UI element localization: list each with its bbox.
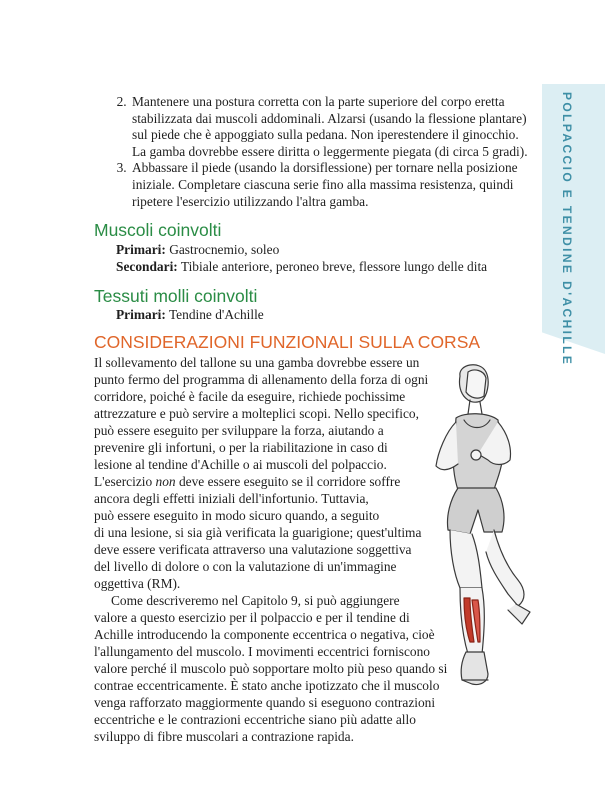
paragraph-line: oggettiva (RM).: [94, 576, 181, 591]
paragraph-line: può essere eseguito per sviluppare la forza, aiutando a: [94, 423, 384, 438]
paragraph-line: valore a questo esercizio per il polpaccio e per il tendine di: [94, 610, 410, 625]
primary-muscles-label: Primari:: [116, 242, 166, 257]
step-3-line: Abbassare il piede (usando la dorsiflessione) per tornare nella posizione: [132, 160, 518, 176]
step-2-line: sul piede che è appoggiato sulla pedana. Non iperestendere il ginocchio.: [132, 127, 519, 143]
paragraph-line: eccentriche e le contrazioni eccentriche siano più adatte allo: [94, 712, 416, 727]
paragraph-line: [94, 473, 428, 490]
paragraph-line: contrae eccentricamente. È stato anche ipotizzato che il muscolo: [94, 678, 440, 693]
paragraph-line: l'allungamento del muscolo. I movimenti eccentrici forniscono: [94, 644, 430, 659]
step-2-line: La gamba dovrebbe essere diritta o leggermente piegata (di circa 5 gradi).: [132, 143, 528, 159]
considerations-heading: CONSIDERAZIONI FUNZIONALI SULLA CORSA: [94, 332, 481, 352]
step-2: [130, 94, 550, 160]
line-segment: deve essere eseguito se il corridore soffre: [175, 474, 401, 489]
paragraph-line: sviluppo di fibre muscolari a contrazione rapida.: [94, 729, 354, 744]
chapter-side-tab-label: POLPACCIO E TENDINE D'ACHILLE: [560, 92, 574, 367]
paragraph-line: Achille introducendo la componente eccentrica o negativa, cioè: [94, 627, 435, 642]
muscles-heading: Muscoli coinvolti: [94, 220, 222, 240]
paragraph-line: prevenire gli infortuni, o per la riabilitazione in caso di: [94, 440, 388, 455]
paragraph-line: punto fermo del programma di allenamento della forza di ogni: [94, 372, 429, 387]
paragraph-line: venga rafforzato maggiormente quando si eseguono contrazioni: [94, 695, 436, 710]
paragraph-line: può essere eseguito in modo sicuro quando, a seguito: [94, 508, 380, 523]
paragraph-line: lesione al tendine d'Achille o ai muscoli del polpaccio.: [94, 457, 387, 472]
step-3: [130, 160, 550, 210]
step-2-line: stabilizzata dai muscoli addominali. Alzarsi (usando la flessione plantare): [132, 110, 527, 126]
paragraph-line: di una lesione, si sia già verificata la guarigione; quest'ultima: [94, 525, 422, 540]
paragraph-line: attrezzature e può servire a molteplici scopi. Nello specifico,: [94, 406, 419, 421]
paragraph-line: Il sollevamento del tallone su una gamba dovrebbe essere un: [94, 355, 420, 370]
paragraph-line: del livello di dolore o con la valutazione di un'immagine: [94, 559, 397, 574]
paragraph-line: Come descriveremo nel Capitolo 9, si può aggiungere: [111, 593, 400, 608]
exercise-steps: [106, 94, 550, 210]
soft-tissue-heading: Tessuti molli coinvolti: [94, 286, 258, 306]
emphasis: non: [155, 474, 176, 489]
line-segment: L'esercizio: [94, 474, 156, 489]
step-3-line: ripetere l'esercizio utilizzando l'altra gamba.: [132, 193, 369, 209]
considerations-paragraph-2: [94, 592, 447, 745]
paragraph-line: corridore, poiché è facile da eseguire, richiede pochissime: [94, 389, 406, 404]
paragraph-line: deve essere verificata attraverso una valutazione soggettiva: [94, 542, 412, 557]
secondary-muscles: [116, 259, 487, 276]
primary-soft-tissue: [116, 307, 264, 324]
considerations-paragraph-1: [94, 354, 428, 592]
step-3-line: iniziale. Completare ciascuna serie fino alla massima resistenza, quindi: [132, 176, 514, 192]
primary-muscles: [116, 242, 279, 259]
paragraph-line: valore perché il muscolo può sopportare molto più peso quando si: [94, 661, 448, 676]
primary-soft-tissue-label: Primari:: [116, 307, 166, 322]
paragraph-line: ancora degli effetti iniziali dell'infortunio. Tuttavia,: [94, 491, 369, 506]
primary-muscles-value: Gastrocnemio, soleo: [169, 242, 280, 257]
secondary-muscles-label: Secondari:: [116, 259, 178, 274]
step-2-line: Mantenere una postura corretta con la parte superiore del corpo eretta: [132, 94, 505, 109]
secondary-muscles-value: Tibiale anteriore, peroneo breve, flessore lungo delle dita: [180, 259, 488, 274]
primary-soft-tissue-value: Tendine d'Achille: [168, 307, 264, 322]
runner-illustration-icon: [408, 362, 538, 702]
